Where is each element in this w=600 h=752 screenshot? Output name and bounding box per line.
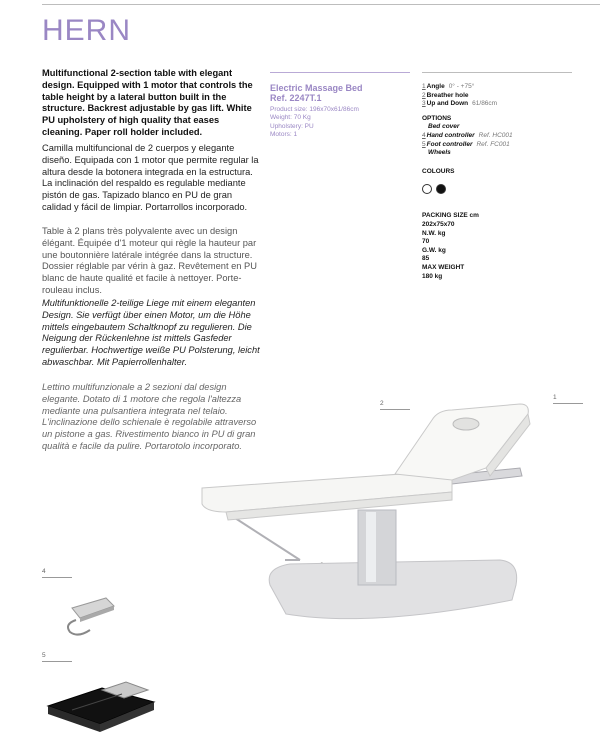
product-name: Electric Massage Bed (270, 83, 363, 93)
net-weight-label: N.W. kg (422, 229, 446, 237)
hand-controller-image (62, 590, 126, 640)
callout-4: 4 (42, 568, 46, 575)
callout-5: 5 (42, 652, 46, 659)
product-size: Product size: 196x70x61/86cm (270, 106, 359, 113)
option-hand-controller: 4Hand controller Ref. HC001 (422, 131, 513, 139)
callout-1: 1 (553, 394, 557, 401)
specs-panel (422, 72, 572, 281)
colour-black-swatch (436, 184, 446, 194)
product-upholstery: Upholstery: PU (270, 122, 314, 130)
top-rule (42, 4, 600, 5)
colour-white-swatch (422, 184, 432, 194)
page-title: HERN (42, 14, 132, 47)
massage-bed-illustration (190, 400, 540, 640)
colour-swatches (422, 184, 572, 194)
feature-row: 3Up and Down 61/86cm (422, 100, 498, 108)
packing-block (422, 212, 572, 281)
max-weight-label: MAX WEIGHT (422, 263, 465, 271)
options-heading: OPTIONS (422, 114, 452, 122)
colours-heading: COLOURS (422, 167, 455, 175)
description-french: Table à 2 plans très polyvalente avec un design élégant. Équipée d'1 moteur qui règle la hauteur par une boutonnière latérale intégrée dans la structure. Dossier réglable par vérin à gaz. Revêtement en PU blanc de haute qualité et facile à nettoyer. Porte-rouleau inclus. (42, 226, 257, 295)
feature-row: 1Angle 0° - +75° (422, 83, 475, 90)
description-italian: Lettino multifunzionale a 2 sezioni dal design elegante. Dotato di 1 motore che regola l'altezza mediante una pulsantiera integrata nel telaio. L'inclinazione dello schienale è regolabile attraverso un pistone a gas. Rivestimento bianco in PU di gran qualità e facile da pulire. Portarotolo incorporato. (42, 382, 257, 451)
product-motors: Motors: 1 (270, 131, 298, 139)
description-english: Multifunctional 2-section table with elegant design. Equipped with 1 motor that controls the table height by a lateral button built in the structure. Backrest adjustable by gas lift. White PU upholstery of high quality that eases cleaning. Paper roll holder included. (42, 68, 253, 137)
description-german: Multifunktionelle 2-teilige Liege mit einem eleganten Design. Sie verfügt über einen Motor, um die Höhe mittels eingebautem Schaltknopf zu regulieren. Die Neigung der Rückenlehne ist mittels Gasfeder regulierbar. Hochwertige weiße PU Polsterung, leicht abwaschbar. Mit Papierrollenhalter. (42, 298, 260, 367)
product-ref: Ref. 2247T.1 (270, 93, 322, 103)
packing-value: 202x75x70 (422, 220, 455, 228)
product-weight: Weight: 70 Kg (270, 114, 311, 122)
option-bed-cover: Bed cover (428, 123, 460, 131)
gross-weight-label: G.W. kg (422, 246, 446, 254)
max-weight-value: 180 kg (422, 272, 443, 280)
option-foot-controller: 5Foot controller Ref. FC001 (422, 140, 510, 148)
feature-row: 2Breather hole (422, 91, 469, 99)
option-wheels: Wheels (428, 149, 451, 157)
product-info (270, 72, 410, 140)
callout-2: 2 (380, 400, 384, 407)
net-weight-value: 70 (422, 238, 430, 246)
foot-controller-image (42, 668, 162, 738)
packing-label: PACKING SIZE cm (422, 212, 479, 220)
gross-weight-value: 85 (422, 255, 430, 263)
description-spanish: Camilla multifuncional de 2 cuerpos y elegante diseño. Equipada con 1 motor que permite regular la altura desde la botonera integrada en la estructura. La inclinación del respaldo es regulable mediante pistón de gas. Tapizado blanco en PU de gran calidad y fácil de limpiar. Portarrollos incorporado. (42, 143, 259, 212)
